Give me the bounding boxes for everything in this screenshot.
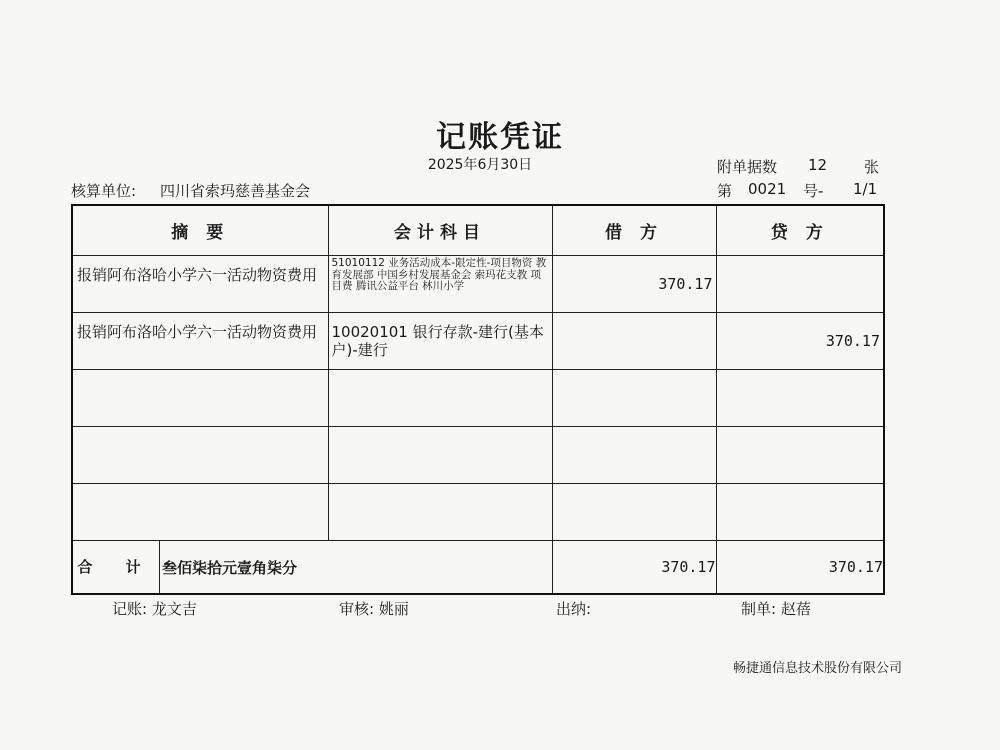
preparer-signature: 制单: 赵蓓 — [741, 600, 811, 618]
unit-label: 核算单位: — [71, 182, 137, 200]
row-account — [328, 484, 552, 541]
attachments-count: 12 — [808, 156, 828, 174]
row-account: 51010112 业务活动成本-限定性-项目物资 教育发展部 中国乡村发展基金会 索玛花支教 项目费 腾讯公益平台 林川小学 — [331, 257, 547, 292]
header-credit: 贷 方 — [716, 205, 884, 256]
voucher-title: 记账凭证 — [436, 120, 564, 155]
attachments-label: 附单据数 — [717, 158, 778, 176]
row-account — [328, 427, 552, 484]
row-debit — [552, 427, 716, 484]
voucher-no-suffix: 号- — [803, 182, 824, 200]
voucher-table — [71, 204, 885, 595]
row-credit — [716, 370, 884, 427]
total-label: 合 计 — [73, 541, 160, 593]
row-summary — [72, 484, 328, 541]
total-row — [72, 541, 884, 595]
voucher-no-prefix: 第 — [717, 182, 733, 200]
table-row — [72, 256, 884, 313]
voucher-no-number: 0021 — [748, 180, 787, 198]
table-header-row — [72, 205, 884, 256]
row-account: 10020101 银行存款-建行(基本户)-建行 — [331, 323, 544, 359]
cashier-signature: 出纳: — [556, 600, 592, 618]
row-summary — [72, 427, 328, 484]
table-row — [72, 313, 884, 370]
total-debit: 370.17 — [552, 541, 716, 595]
header-debit: 借 方 — [552, 205, 716, 256]
table-row — [72, 370, 884, 427]
voucher-date: 2025年6月30日 — [427, 157, 533, 173]
table-row — [72, 427, 884, 484]
row-summary: 报销阿布洛哈小学六一活动物资费用 — [77, 323, 318, 341]
total-amount-in-words: 叁佰柒拾元壹角柒分 — [162, 558, 298, 577]
header-summary: 摘 要 — [72, 205, 328, 256]
attachments-unit: 张 — [864, 158, 880, 176]
total-credit: 370.17 — [716, 541, 884, 595]
row-debit: 370.17 — [658, 275, 713, 293]
row-credit — [716, 427, 884, 484]
row-credit — [717, 256, 884, 275]
bookkeeper-signature: 记账: 龙文吉 — [112, 600, 197, 618]
row-credit: 370.17 — [825, 332, 880, 350]
header-account: 会计科目 — [328, 205, 552, 256]
voucher-page: 1/1 — [853, 180, 878, 198]
row-summary: 报销阿布洛哈小学六一活动物资费用 — [77, 266, 318, 284]
row-debit — [552, 370, 716, 427]
row-account — [328, 370, 552, 427]
table-row — [72, 484, 884, 541]
company-name: 畅捷通信息技术股份有限公司 — [733, 661, 903, 676]
row-credit — [716, 484, 884, 541]
unit-name: 四川省索玛慈善基金会 — [160, 182, 311, 200]
row-debit — [552, 484, 716, 541]
row-summary — [72, 370, 328, 427]
reviewer-signature: 审核: 姚丽 — [339, 600, 409, 618]
row-debit — [553, 313, 716, 332]
